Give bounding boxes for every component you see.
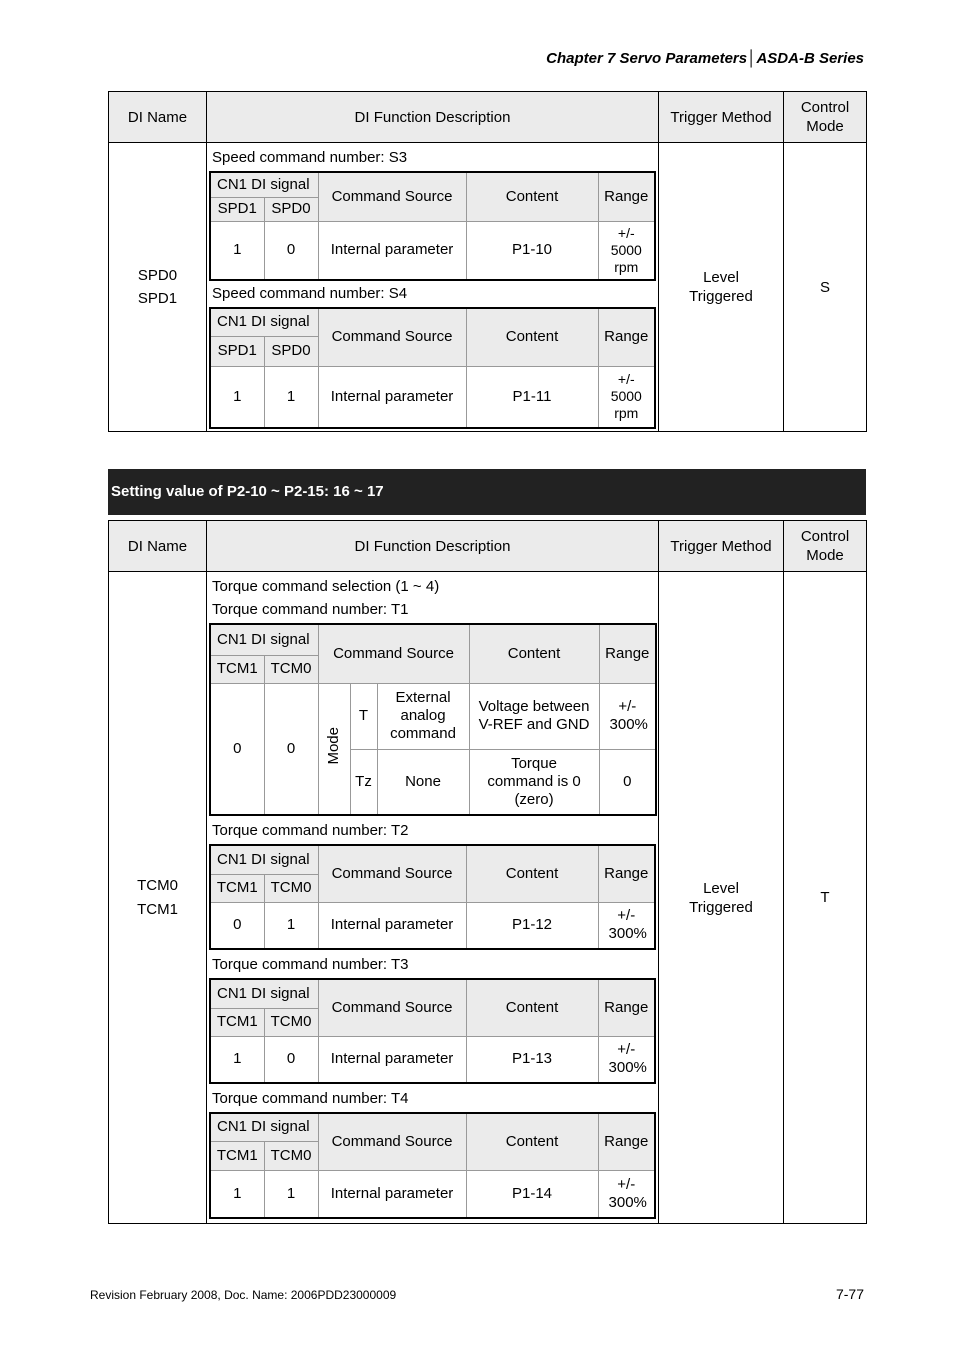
command-source: Internal parameter	[318, 902, 466, 949]
di-name-cell	[109, 143, 207, 432]
signal-a: SPD1	[210, 336, 264, 366]
value-b: 1	[264, 366, 318, 428]
trigger-cell: Level Triggered	[659, 572, 784, 1224]
cn1-header: CN1 DI signal	[210, 979, 318, 1008]
di-name-spd1: SPD1	[137, 290, 178, 307]
range-header: Range	[598, 845, 655, 902]
content-value: Torque command is 0 (zero)	[469, 749, 599, 815]
value-a: 1	[210, 1036, 264, 1083]
range-value: +/- 300%	[599, 683, 656, 749]
range-header: Range	[598, 979, 655, 1036]
source-header: Command Source	[318, 308, 466, 366]
trigger-cell: Level Triggered	[659, 143, 784, 432]
range-value: +/- 300%	[598, 1170, 655, 1218]
description-cell	[207, 572, 659, 1224]
mode-code: T	[350, 683, 377, 749]
col-trigger: Trigger Method	[659, 521, 784, 572]
di-name-tcm1: TCM1	[137, 900, 178, 918]
range-header: Range	[599, 624, 656, 683]
page-header: Chapter 7 Servo Parameters│ASDA-B Series	[546, 50, 864, 67]
value-a: 0	[210, 902, 264, 949]
command-source: Internal parameter	[318, 1170, 466, 1218]
mode-code: Tz	[350, 749, 377, 815]
command-source: External analog command	[377, 683, 469, 749]
content-value: P1-10	[466, 221, 598, 280]
signal-b: TCM0	[264, 655, 318, 683]
caption-s3: Speed command number: S3	[212, 149, 408, 166]
col-description: DI Function Description	[207, 92, 659, 143]
signal-b: TCM0	[264, 1008, 318, 1036]
footer-revision: Revision February 2008, Doc. Name: 2006PDD23000009	[90, 1288, 397, 1302]
content-value: P1-12	[466, 902, 598, 949]
subtable-t2	[209, 844, 656, 950]
di-name-spd0: SPD0	[137, 267, 178, 284]
source-header: Command Source	[318, 1113, 466, 1170]
signal-a: SPD1	[210, 197, 264, 221]
signal-a: TCM1	[210, 874, 264, 902]
col-description: DI Function Description	[207, 521, 659, 572]
mode-label-cell	[318, 683, 350, 815]
value-a: 0	[210, 683, 264, 815]
description-cell	[207, 143, 659, 432]
di-table-torque	[108, 520, 867, 1224]
col-di-name: DI Name	[109, 92, 207, 143]
range-header: Range	[598, 308, 655, 366]
subtable-t1	[209, 623, 657, 816]
range-value: +/- 300%	[598, 902, 655, 949]
subtable-s4	[209, 307, 656, 429]
range-header: Range	[598, 1113, 655, 1170]
content-header: Content	[466, 979, 598, 1036]
subtable-s3	[209, 171, 656, 281]
content-header: Content	[466, 172, 598, 221]
caption-t2: Torque command number: T2	[212, 822, 409, 839]
content-value: Voltage between V-REF and GND	[469, 683, 599, 749]
cn1-header: CN1 DI signal	[210, 845, 318, 874]
range-header: Range	[598, 172, 655, 221]
value-b: 1	[264, 902, 318, 949]
command-source: Internal parameter	[318, 1036, 466, 1083]
content-header: Content	[466, 1113, 598, 1170]
col-trigger: Trigger Method	[659, 92, 784, 143]
value-b: 0	[264, 1036, 318, 1083]
content-header: Content	[469, 624, 599, 683]
content-header: Content	[466, 308, 598, 366]
control-mode-cell: T	[784, 572, 867, 1224]
caption-t4: Torque command number: T4	[212, 1090, 409, 1107]
signal-a: TCM1	[210, 1008, 264, 1036]
caption-t1: Torque command number: T1	[212, 601, 409, 618]
caption-t3: Torque command number: T3	[212, 956, 409, 973]
di-name-tcm0: TCM0	[137, 876, 178, 894]
cn1-header: CN1 DI signal	[210, 308, 318, 336]
control-mode-cell: S	[784, 143, 867, 432]
command-source: Internal parameter	[318, 366, 466, 428]
content-value: P1-14	[466, 1170, 598, 1218]
content-value: P1-13	[466, 1036, 598, 1083]
cn1-header: CN1 DI signal	[210, 172, 318, 197]
subtable-t4	[209, 1112, 656, 1219]
source-header: Command Source	[318, 624, 469, 683]
value-b: 0	[264, 221, 318, 280]
col-di-name: DI Name	[109, 521, 207, 572]
subtable-t3	[209, 978, 656, 1084]
signal-b: SPD0	[264, 336, 318, 366]
value-a: 1	[210, 221, 264, 280]
section-banner: Setting value of P2-10 ~ P2-15: 16 ~ 17	[108, 469, 866, 515]
value-b: 0	[264, 683, 318, 815]
value-a: 1	[210, 1170, 264, 1218]
range-value: 0	[599, 749, 656, 815]
caption-s4: Speed command number: S4	[212, 285, 408, 302]
col-control-mode: Control Mode	[784, 92, 867, 143]
signal-b: SPD0	[264, 197, 318, 221]
cn1-header: CN1 DI signal	[210, 624, 318, 655]
range-value: +/- 300%	[598, 1036, 655, 1083]
source-header: Command Source	[318, 845, 466, 902]
value-a: 1	[210, 366, 264, 428]
source-header: Command Source	[318, 979, 466, 1036]
content-value: P1-11	[466, 366, 598, 428]
range-value: +/- 5000 rpm	[598, 221, 655, 280]
di-table-speed	[108, 91, 867, 432]
di-name-cell	[109, 572, 207, 1224]
signal-b: TCM0	[264, 874, 318, 902]
col-control-mode: Control Mode	[784, 521, 867, 572]
command-source: None	[377, 749, 469, 815]
range-value: +/- 5000 rpm	[598, 366, 655, 428]
command-source: Internal parameter	[318, 221, 466, 280]
signal-a: TCM1	[210, 1141, 264, 1170]
content-header: Content	[466, 845, 598, 902]
source-header: Command Source	[318, 172, 466, 221]
cn1-header: CN1 DI signal	[210, 1113, 318, 1141]
signal-b: TCM0	[264, 1141, 318, 1170]
signal-a: TCM1	[210, 655, 264, 683]
page-number: 7-77	[835, 1286, 864, 1302]
mode-label: Mode	[325, 727, 343, 766]
torque-selection: Torque command selection (1 ~ 4)	[212, 578, 440, 595]
value-b: 1	[264, 1170, 318, 1218]
